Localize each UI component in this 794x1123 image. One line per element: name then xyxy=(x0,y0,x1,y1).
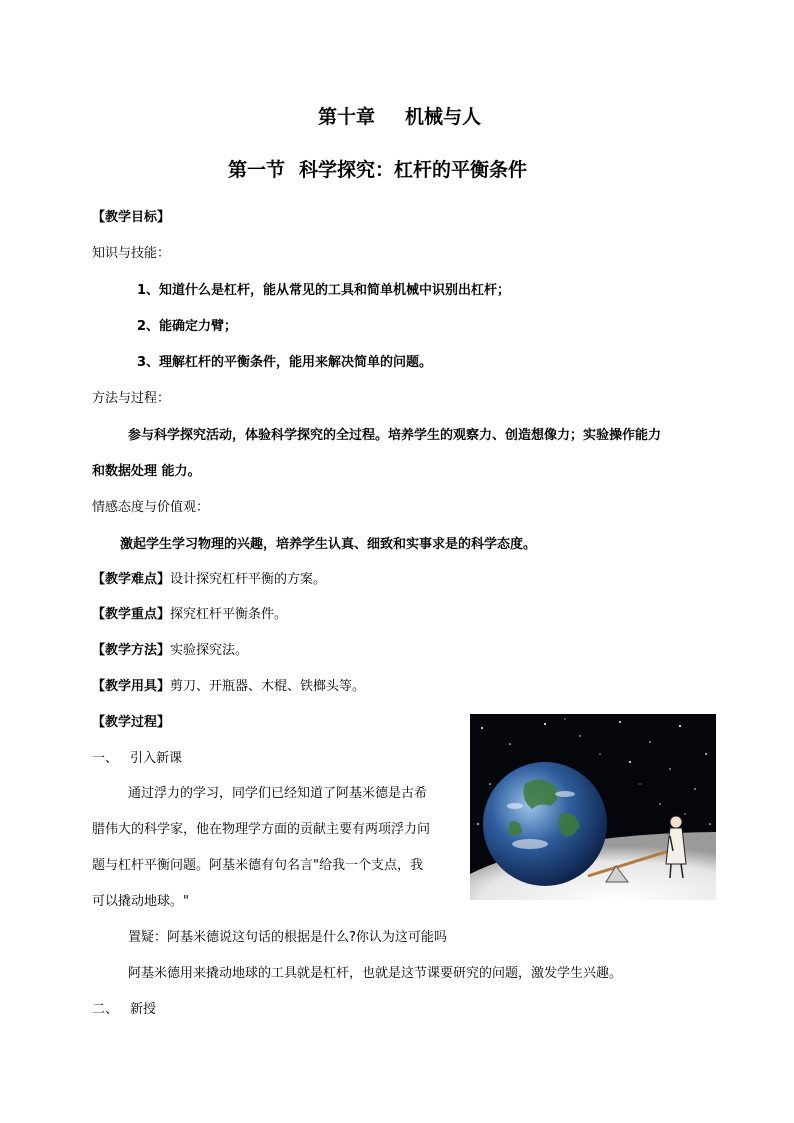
difficulty-line xyxy=(92,572,326,588)
intro-line: 题与杠杆平衡问题。阿基米德有句名言"给我一个支点，我 xyxy=(92,858,423,873)
chapter-title xyxy=(318,105,481,129)
intro-line: 可以撬动地球。" xyxy=(92,894,189,909)
goals-heading: 【教学目标】 xyxy=(92,210,171,225)
method-label: 【教学方法】 xyxy=(92,643,171,658)
part2-heading xyxy=(92,1002,156,1018)
part2-number: 二、 xyxy=(92,1002,119,1017)
knowledge-item: 2、能确定力臂； xyxy=(137,319,238,334)
key-line xyxy=(92,607,287,623)
process-heading: 【教学过程】 xyxy=(92,715,171,730)
key-text: 探究杠杆平衡条件。 xyxy=(170,607,288,622)
difficulty-text: 设计探究杠杆平衡的方案。 xyxy=(170,572,327,587)
method-text-line: 参与科学探究活动，体验科学探究的全过程。培养学生的观察力、创造想像力；实验操作能力 xyxy=(128,428,662,443)
part1-title: 引入新课 xyxy=(130,751,183,766)
method-heading: 方法与过程： xyxy=(92,391,171,406)
emotion-heading: 情感态度与价值观： xyxy=(92,500,210,515)
difficulty-label: 【教学难点】 xyxy=(92,572,171,587)
section-name: 科学探究：杠杆的平衡条件 xyxy=(299,159,528,181)
tools-line xyxy=(92,679,365,695)
method-line xyxy=(92,643,248,659)
tools-text: 剪刀、开瓶器、木棍、铁榔头等。 xyxy=(170,679,366,694)
part1-heading xyxy=(92,751,182,767)
chapter-name: 机械与人 xyxy=(405,106,482,128)
intro-line: 通过浮力的学习，同学们已经知道了阿基米德是古希 xyxy=(128,786,428,801)
knowledge-heading: 知识与技能： xyxy=(92,246,171,261)
emotion-text: 激起学生学习物理的兴趣，培养学生认真、细致和实事求是的科学态度。 xyxy=(120,537,537,552)
method-text-line: 和数据处理 能力。 xyxy=(92,464,201,479)
section-number: 第一节 xyxy=(228,159,286,181)
knowledge-item: 3、理解杠杆的平衡条件，能用来解决简单的问题。 xyxy=(137,355,433,370)
archimedes-lever-illustration xyxy=(470,714,716,900)
section-title xyxy=(228,158,527,182)
question-text: 置疑：阿基米德说这句话的根据是什么?你认为这可能吗 xyxy=(128,930,447,945)
part1-number: 一、 xyxy=(92,751,119,766)
knowledge-item: 1、知道什么是杠杆，能从常见的工具和简单机械中识别出杠杆； xyxy=(137,283,511,298)
answer-text: 阿基米德用来撬动地球的工具就是杠杆，也就是这节课要研究的问题，激发学生兴趣。 xyxy=(128,966,623,981)
chapter-number: 第十章 xyxy=(318,106,376,128)
tools-label: 【教学用具】 xyxy=(92,679,171,694)
intro-line: 腊伟大的科学家，他在物理学方面的贡献主要有两项浮力问 xyxy=(92,822,431,837)
method-text: 实验探究法。 xyxy=(170,643,249,658)
part2-title: 新授 xyxy=(130,1002,157,1017)
key-label: 【教学重点】 xyxy=(92,607,171,622)
